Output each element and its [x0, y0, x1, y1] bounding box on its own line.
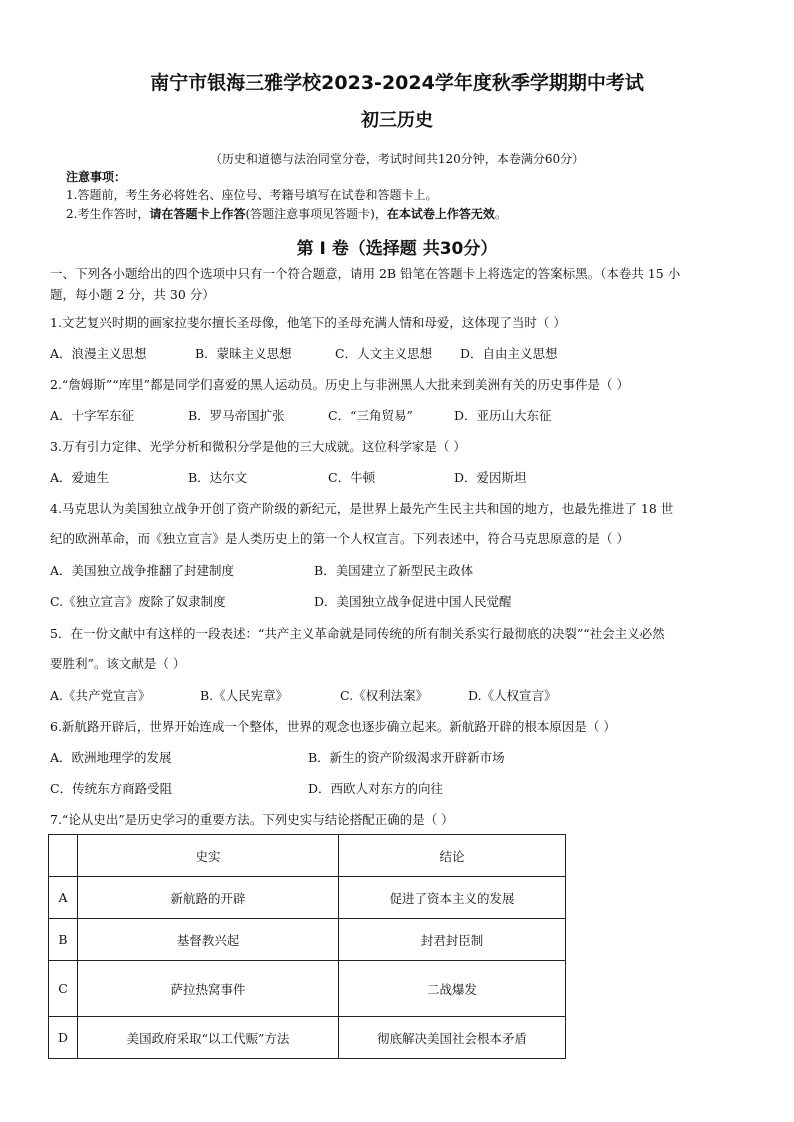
table-row — [49, 961, 566, 1017]
question-5-stem-line1: 5．在一份文献中有这样的一段表述：“共产主义革命就是同传统的所有制关系实行最彻底的决裂”“社会主义必然 — [50, 626, 665, 641]
notice-heading: 注意事项： — [66, 170, 127, 184]
question-2-stem: 2.“詹姆斯”“库里”都是同学们喜爱的黑人运动员。历史上与非洲黑人大批来到美洲有关的历史事件是（ ） — [50, 377, 629, 392]
question-4-option-b: B．美国建立了新型民主政体 — [314, 563, 474, 578]
table-cell: C — [49, 961, 78, 1017]
table-cell: 彻底解决美国社会根本矛盾 — [339, 1017, 566, 1059]
question-1-option-a: A．浪漫主义思想 — [50, 346, 147, 361]
notice-item-2-prefix: 2.考生作答时， — [66, 207, 150, 221]
question-3-option-c: C．牛顿 — [328, 470, 376, 485]
question-5-option-d: D.《人权宣言》 — [468, 688, 557, 703]
question-3-option-b: B．达尔文 — [188, 470, 248, 485]
question-6-option-a: A．欧洲地理学的发展 — [50, 750, 172, 765]
notice-item-2-end: 。 — [494, 207, 507, 221]
question-3-option-a: A．爱迪生 — [50, 470, 110, 485]
exam-info: （历史和道德与法治同堂分卷，考试时间共120分钟，本卷满分60分） — [209, 152, 585, 166]
notice-item-1: 1.答题前，考生务必将姓名、座位号、考籍号填写在试卷和答题卡上。 — [66, 188, 438, 202]
section-instructions-line1: 一、下列各小题给出的四个选项中只有一个符合题意，请用 2B 铅笔在答题卡上将选定的答案标黑。（本卷共 15 小 — [50, 266, 681, 281]
question-5-option-b: B.《人民宪章》 — [200, 688, 289, 703]
table-cell: 基督教兴起 — [78, 919, 339, 961]
table-cell: A — [49, 877, 78, 919]
section-instructions-line2: 题，每小题 2 分，共 30 分） — [50, 287, 215, 302]
table-cell: 美国政府采取“以工代赈”方法 — [78, 1017, 339, 1059]
table-header-cell: 史实 — [78, 835, 339, 877]
section-title: 第 I 卷（选择题 共30分） — [296, 239, 498, 259]
table-cell: 新航路的开辟 — [78, 877, 339, 919]
question-4-option-a: A．美国独立战争推翻了封建制度 — [50, 563, 235, 578]
question-1-option-b: B．蒙昧主义思想 — [195, 346, 292, 361]
notice-item-2 — [66, 205, 507, 222]
table-header-row — [49, 835, 566, 877]
question-4-stem-line2: 纪的欧洲革命，而《独立宣言》是人类历史上的第一个人权宣言。下列表述中，符合马克思原意的是（ ） — [50, 531, 629, 546]
table-row — [49, 1017, 566, 1059]
question-5-option-a: A.《共产党宣言》 — [50, 688, 151, 703]
notice-item-2-bold1: 请在答题卡上作答 — [149, 207, 246, 221]
question-4-option-c: C.《独立宣言》废除了奴隶制度 — [50, 594, 226, 609]
table-cell: 二战爆发 — [339, 961, 566, 1017]
table-cell: 促进了资本主义的发展 — [339, 877, 566, 919]
question-5-stem-line2: 要胜利”。该文献是（ ） — [50, 656, 186, 671]
question-1-option-d: D．自由主义思想 — [460, 346, 558, 361]
notice-item-2-mid: (答题注意事项见答题卡)， — [245, 207, 387, 221]
question-2-option-c: C．“三角贸易” — [328, 408, 413, 423]
table-row — [49, 877, 566, 919]
question-6-option-d: D．西欧人对东方的向往 — [308, 781, 444, 796]
question-7-table — [48, 834, 566, 1059]
question-6-stem: 6.新航路开辟后，世界开始连成一个整体，世界的观念也逐步确立起来。新航路开辟的根本原因是（ ） — [50, 719, 616, 734]
table-cell: B — [49, 919, 78, 961]
exam-subject: 初三历史 — [361, 110, 433, 131]
question-4-stem-line1: 4.马克思认为美国独立战争开创了资产阶级的新纪元，是世界上最先产生民主共和国的地方，也最先推进了 18 世 — [50, 501, 674, 516]
table-header-cell — [49, 835, 78, 877]
question-2-option-b: B．罗马帝国扩张 — [188, 408, 285, 423]
table-cell: 萨拉热窝事件 — [78, 961, 339, 1017]
question-5-option-c: C.《权利法案》 — [340, 688, 429, 703]
question-3-option-d: D．爱因斯坦 — [454, 470, 527, 485]
question-6-option-c: C．传统东方商路受阻 — [50, 781, 173, 796]
question-2-option-d: D．亚历山大东征 — [454, 408, 552, 423]
table-header-cell: 结论 — [339, 835, 566, 877]
question-1-option-c: C．人文主义思想 — [335, 346, 433, 361]
notice-item-2-bold2: 在本试卷上作答无效 — [386, 207, 495, 221]
question-2-option-a: A．十字军东征 — [50, 408, 135, 423]
question-1-stem: 1.文艺复兴时期的画家拉斐尔擅长圣母像，他笔下的圣母充满人情和母爱，这体现了当时（ ） — [50, 315, 566, 330]
table-row — [49, 919, 566, 961]
exam-title: 南宁市银海三雅学校2023-2024学年度秋季学期期中考试 — [150, 72, 644, 94]
table-cell: D — [49, 1017, 78, 1059]
question-4-option-d: D．美国独立战争促进中国人民觉醒 — [314, 594, 512, 609]
question-7-stem: 7.“论从史出”是历史学习的重要方法。下列史实与结论搭配正确的是（ ） — [50, 812, 454, 827]
table-cell: 封君封臣制 — [339, 919, 566, 961]
question-6-option-b: B．新生的资产阶级渴求开辟新市场 — [308, 750, 505, 765]
question-3-stem: 3.万有引力定律、光学分析和微积分学是他的三大成就。这位科学家是（ ） — [50, 439, 466, 454]
